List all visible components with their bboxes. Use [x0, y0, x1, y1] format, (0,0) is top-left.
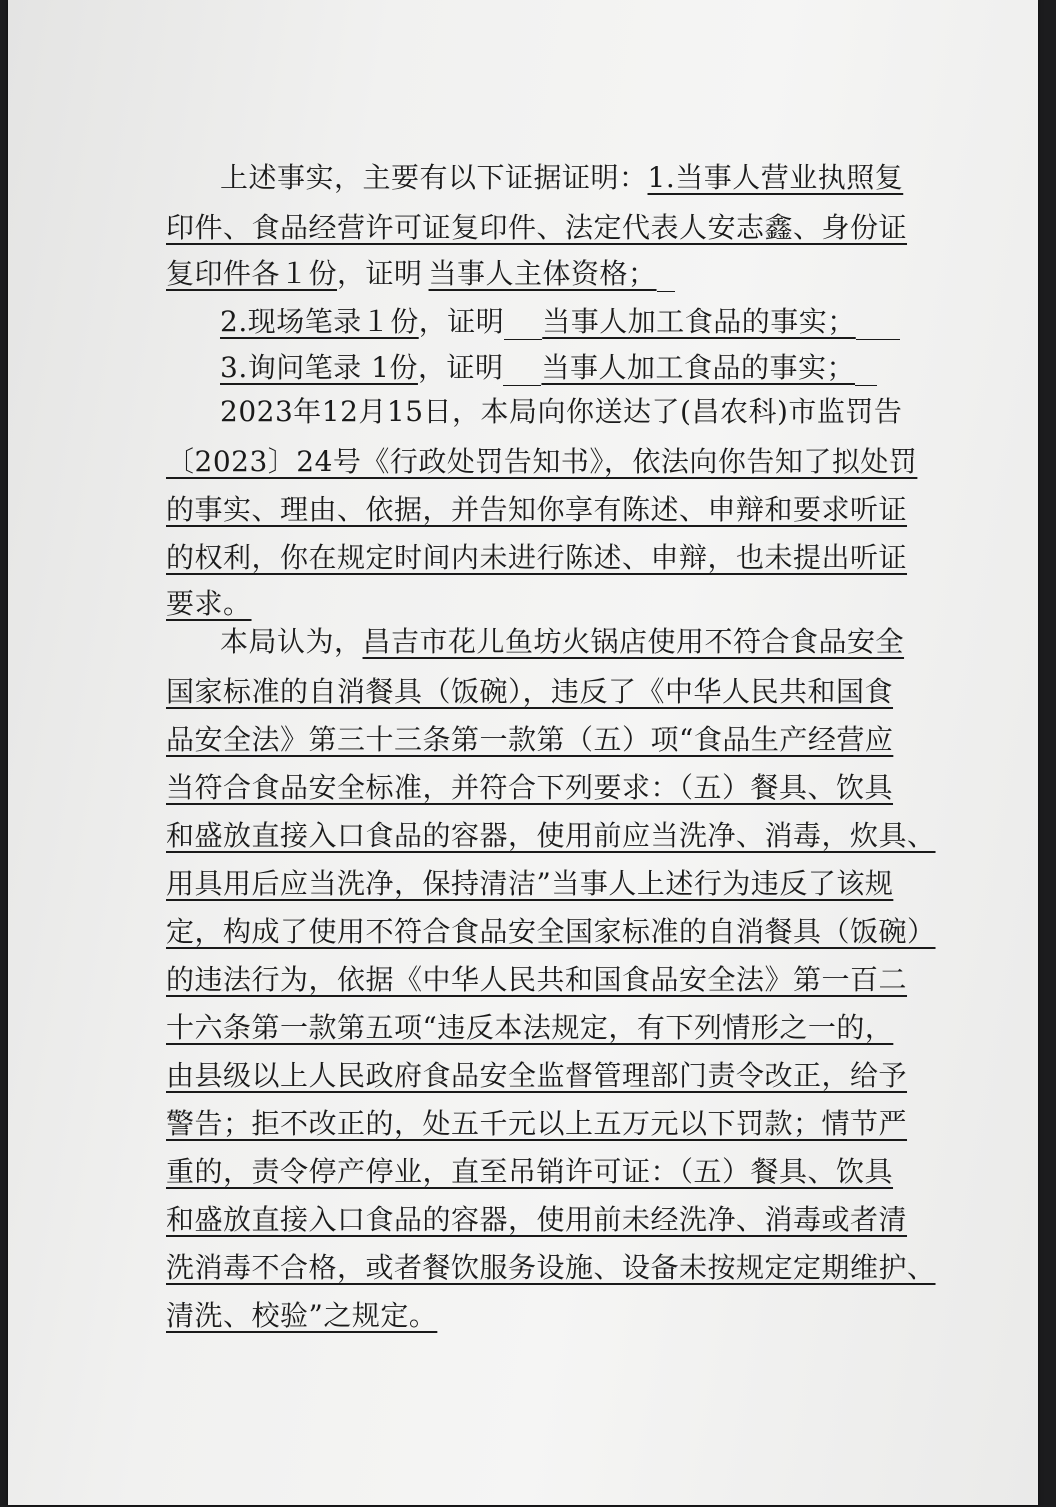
notice-line-4: 的权利，你在规定时间内未进行陈述、申辩，也未提出听证: [166, 541, 908, 574]
finding-line-9: 十六条第一款第五项“违反本法规定，有下列情形之一的，: [166, 1011, 894, 1044]
finding-line-3: 品安全法》第三十三条第一款第（五）项“食品生产经营应: [166, 723, 894, 756]
evidence-item-3-fact: 当事人加工食品的事实；: [541, 351, 855, 384]
notice-line-5: 要求。: [166, 587, 252, 620]
evidence-line-1: [220, 160, 903, 196]
finding-line-7: 定，构成了使用不符合食品安全国家标准的自消餐具（饭碗）: [166, 915, 936, 948]
evidence-item-1-start: 1.当事人营业执照复: [647, 161, 904, 194]
evidence-line-2: 印件、食品经营许可证复印件、法定代表人安志鑫、身份证: [166, 211, 908, 244]
finding-line-10: 由县级以上人民政府食品安全监督管理部门责令改正，给予: [166, 1059, 908, 1092]
finding-line-8: 的违法行为，依据《中华人民共和国食品安全法》第一百二: [166, 963, 908, 996]
notice-line-1: 2023年12月15日，本局向你送达了(昌农科)市监罚告: [220, 395, 903, 428]
document-page: [8, 0, 1038, 1505]
evidence-item-2-fact: 当事人加工食品的事实；: [542, 305, 856, 338]
notice-line-2: 〔2023〕24号《行政处罚告知书》，依法向你告知了拟处罚: [166, 445, 918, 478]
finding-line-6: 用具用后应当洗净，保持清洁”当事人上述行为违反了该规: [166, 867, 894, 900]
evidence-line-4: [220, 304, 900, 340]
finding-line-14: 洗消毒不合格，或者餐饮服务设施、设备未按规定定期维护、: [166, 1251, 936, 1284]
finding-line-1: [220, 624, 904, 660]
finding-line-12: 重的，责令停产停业，直至吊销许可证：（五）餐具、饮具: [166, 1155, 894, 1188]
finding-text-1: 昌吉市花儿鱼坊火锅店使用不符合食品安全: [362, 625, 905, 658]
evidence-item-2-proves: ，证明: [418, 305, 505, 338]
evidence-intro: 上述事实，主要有以下证据证明：: [220, 161, 648, 194]
finding-line-15: 清洗、校验”之规定。: [166, 1299, 438, 1332]
finding-line-13: 和盛放直接入口食品的容器，使用前未经洗净、消毒或者清: [166, 1203, 908, 1236]
finding-intro: 本局认为，: [220, 625, 363, 658]
evidence-item-3-proves: ，证明: [417, 351, 504, 384]
evidence-item-2: 2.现场笔录１份: [220, 305, 419, 338]
evidence-item-1-proves: ，证明: [337, 257, 423, 290]
evidence-item-3: 3.询问笔录 1份: [220, 351, 418, 384]
evidence-line-5: [220, 350, 877, 386]
finding-line-2: 国家标准的自消餐具（饭碗），违反了《中华人民共和国食: [166, 675, 894, 708]
finding-line-4: 当符合食品安全标准，并符合下列要求：（五）餐具、饮具: [166, 771, 894, 804]
finding-line-11: 警告；拒不改正的，处五千元以上五万元以下罚款；情节严: [166, 1107, 908, 1140]
notice-line-3: 的事实、理由、依据，并告知你享有陈述、申辩和要求听证: [166, 493, 908, 526]
finding-line-5: 和盛放直接入口食品的容器，使用前应当洗净、消毒，炊具、: [166, 819, 936, 852]
evidence-line-3: [166, 256, 675, 292]
evidence-item-1-copies: 复印件各１份: [166, 257, 338, 290]
evidence-item-1-fact: 当事人主体资格；: [428, 257, 657, 290]
